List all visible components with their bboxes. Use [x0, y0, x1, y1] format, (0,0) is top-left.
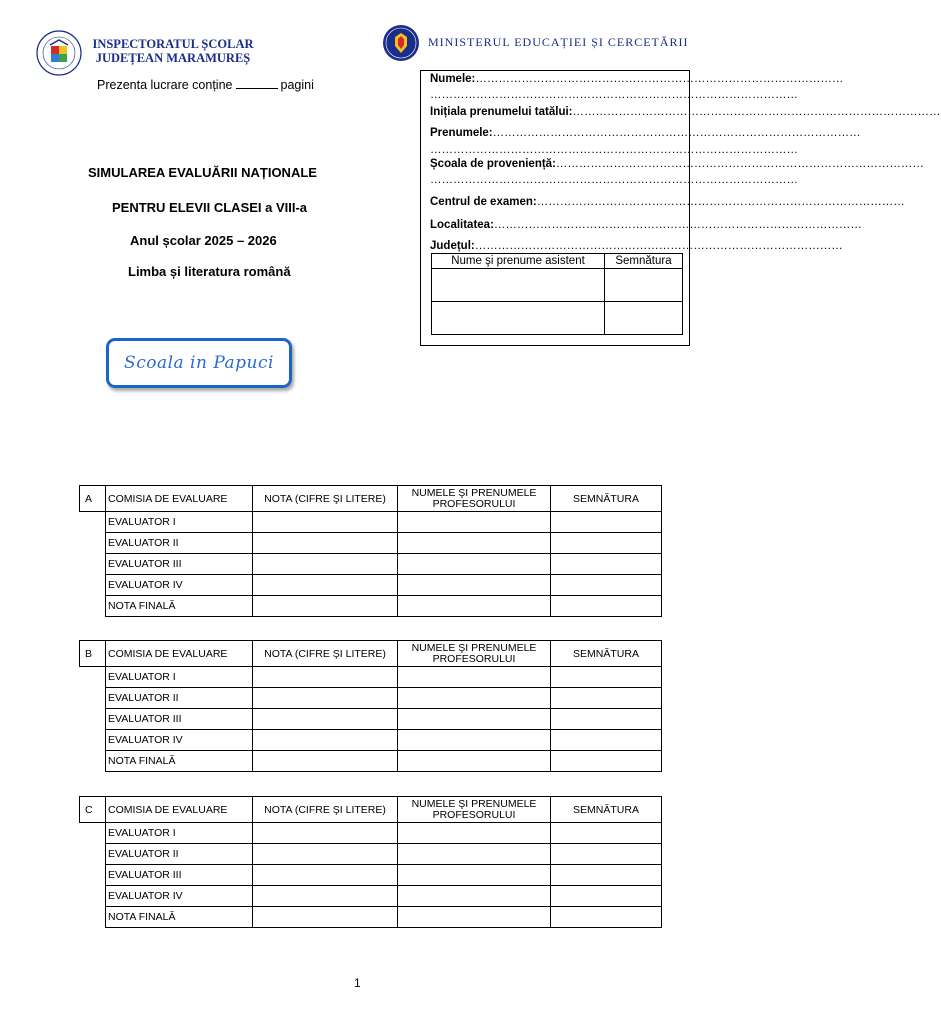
teacher-cell[interactable] [398, 844, 551, 865]
table-header: COMISIA DE EVALUARE [106, 797, 253, 823]
signature-cell[interactable] [551, 554, 662, 575]
table-header: NUMELE ŞI PRENUMELE PROFESORULUI [398, 486, 551, 512]
assistant-name-cell[interactable] [432, 302, 605, 335]
row-label: EVALUATOR IV [106, 730, 253, 751]
row-label: EVALUATOR IV [106, 575, 253, 596]
teacher-cell[interactable] [398, 688, 551, 709]
row-label: EVALUATOR II [106, 688, 253, 709]
teacher-cell[interactable] [398, 533, 551, 554]
grade-cell[interactable] [253, 886, 398, 907]
grade-cell[interactable] [253, 844, 398, 865]
nume-dots-line: …………………………………………………………………………………… [430, 89, 798, 101]
assistant-signature-cell[interactable] [605, 269, 683, 302]
grade-cell[interactable] [253, 596, 398, 617]
initiala-label: Inițiala prenumelui tatălui: [430, 106, 573, 118]
grade-cell[interactable] [253, 730, 398, 751]
assistant-signature-cell[interactable] [605, 302, 683, 335]
grade-cell[interactable] [253, 667, 398, 688]
isj-line2: JUDEȚEAN MARAMUREȘ [95, 51, 251, 65]
grade-cell[interactable] [253, 533, 398, 554]
table-header: NUMELE ŞI PRENUMELE PROFESORULUI [398, 641, 551, 667]
row-label: NOTA FINALĂ [106, 751, 253, 772]
teacher-cell[interactable] [398, 575, 551, 596]
exam-class: PENTRU ELEVII CLASEI a VIII-a [112, 200, 308, 215]
row-label: NOTA FINALĂ [106, 907, 253, 928]
centru-field[interactable] [430, 196, 905, 208]
teacher-cell[interactable] [398, 886, 551, 907]
table-header: NUMELE ŞI PRENUMELE PROFESORULUI [398, 797, 551, 823]
logo-text: Scoala in Papuci [124, 353, 274, 373]
signature-cell[interactable] [551, 709, 662, 730]
exam-title: SIMULAREA EVALUĂRII NAȚIONALE [88, 165, 317, 180]
candidate-info-box [420, 70, 941, 346]
teacher-cell[interactable] [398, 823, 551, 844]
teacher-cell[interactable] [398, 512, 551, 533]
section-letter: C [80, 797, 106, 823]
grade-cell[interactable] [253, 575, 398, 596]
grade-cell[interactable] [253, 907, 398, 928]
teacher-cell[interactable] [398, 709, 551, 730]
table-header: COMISIA DE EVALUARE [106, 641, 253, 667]
prenume-dots-line: …………………………………………………………………………………… [430, 144, 798, 156]
scoala-dots: …………………………………………………………………………………… [555, 158, 924, 170]
evaluation-table-b [79, 640, 662, 772]
signature-cell[interactable] [551, 730, 662, 751]
row-label: EVALUATOR I [106, 512, 253, 533]
row-label: EVALUATOR III [106, 709, 253, 730]
signature-cell[interactable] [551, 751, 662, 772]
exam-subject: Limba și literatura română [128, 264, 291, 279]
signature-cell[interactable] [551, 823, 662, 844]
grade-cell[interactable] [253, 688, 398, 709]
grade-cell[interactable] [253, 751, 398, 772]
centru-dots: …………………………………………………………………………………… [536, 196, 905, 208]
table-header: NOTA (CIFRE ŞI LITERE) [253, 486, 398, 512]
teacher-cell[interactable] [398, 865, 551, 886]
signature-cell[interactable] [551, 596, 662, 617]
prenume-dots: …………………………………………………………………………………… [492, 127, 861, 139]
signature-cell[interactable] [551, 865, 662, 886]
row-label: EVALUATOR III [106, 865, 253, 886]
scoala-in-papuci-logo [106, 338, 292, 388]
assistant-signature-header: Semnătura [605, 254, 683, 269]
teacher-cell[interactable] [398, 751, 551, 772]
signature-cell[interactable] [551, 575, 662, 596]
row-label: NOTA FINALĂ [106, 596, 253, 617]
signature-cell[interactable] [551, 844, 662, 865]
table-header: SEMNĂTURA [551, 797, 662, 823]
initiala-field[interactable] [430, 106, 941, 118]
pages-note-prefix: Prezenta lucrare conține [97, 78, 233, 92]
table-header: SEMNĂTURA [551, 486, 662, 512]
isj-emblem-icon [36, 30, 82, 76]
assistant-name-header: Nume şi prenume asistent [432, 254, 605, 269]
teacher-cell[interactable] [398, 730, 551, 751]
row-label: EVALUATOR IV [106, 886, 253, 907]
prenume-label: Prenumele: [430, 127, 493, 139]
nume-dots: …………………………………………………………………………………… [475, 73, 844, 85]
grade-cell[interactable] [253, 512, 398, 533]
isj-line1: INSPECTORATUL ȘCOLAR [92, 37, 254, 51]
signature-cell[interactable] [551, 667, 662, 688]
row-label: EVALUATOR III [106, 554, 253, 575]
section-letter: B [80, 641, 106, 667]
teacher-cell[interactable] [398, 907, 551, 928]
signature-cell[interactable] [551, 907, 662, 928]
grade-cell[interactable] [253, 865, 398, 886]
row-label: EVALUATOR I [106, 667, 253, 688]
judet-dots: …………………………………………………………………………………… [474, 240, 843, 252]
scoala-field[interactable] [430, 158, 924, 170]
nume-field[interactable] [430, 73, 844, 85]
table-header: NOTA (CIFRE ŞI LITERE) [253, 797, 398, 823]
school-year: Anul școlar 2025 – 2026 [130, 233, 277, 248]
initiala-dots: …………………………………………………………………………………… [572, 106, 941, 118]
prenume-field[interactable] [430, 127, 861, 139]
centru-label: Centrul de examen: [430, 196, 537, 208]
isj-title [88, 37, 258, 65]
signature-cell[interactable] [551, 512, 662, 533]
scoala-dots-line: …………………………………………………………………………………… [430, 174, 798, 186]
teacher-cell[interactable] [398, 667, 551, 688]
teacher-cell[interactable] [398, 596, 551, 617]
teacher-cell[interactable] [398, 554, 551, 575]
nume-label: Numele: [430, 73, 476, 85]
grade-cell[interactable] [253, 554, 398, 575]
pages-note [97, 78, 314, 92]
pages-note-suffix: pagini [280, 78, 314, 92]
row-label: EVALUATOR II [106, 844, 253, 865]
signature-cell[interactable] [551, 533, 662, 554]
scoala-label: Școala de proveniență: [430, 158, 556, 170]
assistant-name-cell[interactable] [432, 269, 605, 302]
judet-field[interactable] [430, 240, 843, 252]
romania-coat-of-arms-icon [382, 24, 420, 62]
signature-cell[interactable] [551, 886, 662, 907]
section-letter: A [80, 486, 106, 512]
evaluation-table-a [79, 485, 662, 617]
localitate-dots: …………………………………………………………………………………… [493, 219, 862, 231]
assistant-table [431, 253, 683, 335]
pages-count-blank[interactable] [236, 78, 278, 89]
judet-label: Județul: [430, 240, 475, 252]
table-header: SEMNĂTURA [551, 641, 662, 667]
ministry-title: MINISTERUL EDUCAȚIEI ȘI CERCETĂRII [428, 35, 689, 49]
localitate-field[interactable] [430, 219, 862, 231]
page-number: 1 [354, 976, 361, 990]
row-label: EVALUATOR I [106, 823, 253, 844]
table-header: COMISIA DE EVALUARE [106, 486, 253, 512]
grade-cell[interactable] [253, 823, 398, 844]
table-header: NOTA (CIFRE ŞI LITERE) [253, 641, 398, 667]
row-label: EVALUATOR II [106, 533, 253, 554]
evaluation-table-c [79, 796, 662, 928]
signature-cell[interactable] [551, 688, 662, 709]
grade-cell[interactable] [253, 709, 398, 730]
localitate-label: Localitatea: [430, 219, 494, 231]
